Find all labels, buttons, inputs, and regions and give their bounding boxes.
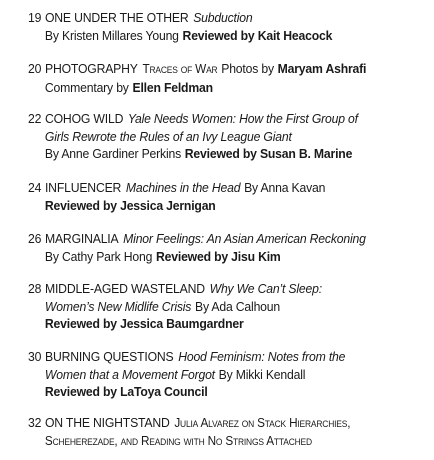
author-byline: By Anna Kavan (244, 180, 326, 195)
photographer-name: Maryam Ashrafi (277, 61, 367, 76)
toc-entry-minor-feelings (28, 230, 366, 265)
reviewer-credit: Reviewed by Jisu Kim (156, 248, 281, 264)
book-title-line2: Women’s New Midlife Crisis (44, 298, 192, 314)
page-number: 22 (28, 111, 42, 126)
photos-prefix: Photos by (221, 61, 274, 76)
author-byline: By Anne Gardiner Perkins (44, 146, 182, 161)
reviewer-credit: Reviewed by Susan B. Marine (184, 146, 353, 161)
toc-entry-subduction (28, 9, 332, 44)
reviewer-credit: Reviewed by Jessica Jernigan (44, 197, 216, 213)
toc-entry-traces-of-war (28, 60, 366, 96)
commentator-name: Ellen Feldman (132, 79, 213, 95)
page-number: 32 (28, 415, 42, 430)
author-byline: By Mikki Kendall (218, 366, 306, 382)
book-title-line1: Why We Can’t Sleep: (209, 281, 322, 296)
author-byline: By Cathy Park Hong (44, 248, 153, 264)
book-title-line2: Girls Rewrote the Rules of an Ivy League Giant (44, 128, 292, 144)
section-label: INFLUENCER (44, 180, 122, 195)
section-label: PHOTOGRAPHY (44, 61, 138, 76)
section-label: ONE UNDER THE OTHER (44, 10, 189, 25)
section-label: MARGINALIA (44, 231, 119, 246)
book-title-line1: Hood Feminism: Notes from the (178, 349, 346, 364)
toc-entry-yale-needs-women (28, 110, 358, 163)
section-label: BURNING QUESTIONS (44, 349, 174, 364)
book-title: Minor Feelings: An Asian American Reckoning (123, 231, 366, 246)
book-title: Subduction (193, 10, 253, 25)
page-number: 30 (28, 349, 42, 364)
page-number: 19 (28, 10, 42, 25)
section-label: ON THE NIGHTSTAND (44, 415, 170, 430)
toc-entry-hood-feminism (28, 348, 345, 401)
book-title-line1: Yale Needs Women: How the First Group of (127, 111, 358, 126)
page-number: 26 (28, 231, 42, 246)
toc-entry-machines-in-the-head (28, 179, 325, 214)
author-byline: By Kristen Millares Young (44, 27, 179, 43)
page-number: 20 (28, 61, 42, 76)
page-number: 28 (28, 281, 42, 296)
page-number: 24 (28, 180, 42, 195)
feature-description-line1: Julia Alvarez on Stack Hierarchies, (174, 416, 351, 430)
reviewer-credit: Reviewed by Kait Heacock (182, 27, 333, 43)
toc-entry-on-the-nightstand (28, 414, 350, 450)
feature-title: Traces of War (142, 62, 218, 76)
book-title: Machines in the Head (125, 180, 241, 195)
feature-description-line2: Scheherezade, and Reading with No Strings Attached (44, 433, 312, 448)
reviewer-credit: Reviewed by LaToya Council (44, 384, 208, 399)
book-title-line2: Women that a Movement Forgot (44, 366, 215, 382)
section-label: COHOG WILD (44, 111, 124, 126)
section-label: MIDDLE-AGED WASTELAND (44, 281, 205, 296)
author-byline: By Ada Calhoun (194, 298, 281, 314)
toc-entry-why-we-cant-sleep (28, 280, 322, 333)
commentary-prefix: Commentary by (44, 79, 129, 95)
reviewer-credit: Reviewed by Jessica Baumgardner (44, 316, 244, 331)
